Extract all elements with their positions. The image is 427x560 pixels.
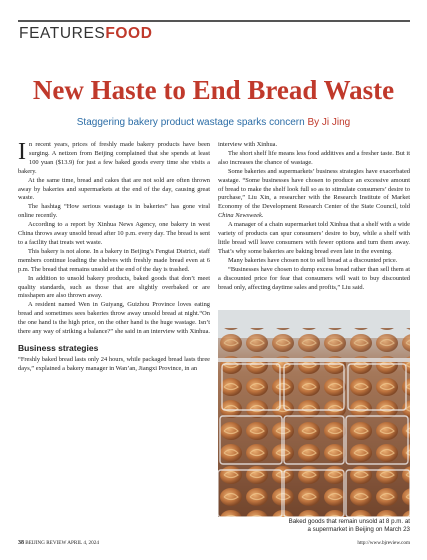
paragraph: This bakery is not alone. In a bakery in Beijing’s Fengtai District, staff members continue loading the shelves with freshly made bread even at 6 p.m. The bread that remains unsold at the end of the day is trashed.	[18, 247, 210, 273]
issue-info: BEIJING REVIEW APRIL 4, 2024	[25, 540, 99, 546]
paragraph: The short shelf life means less food additives and a fresher taste. But it also increases the chance of wastage.	[218, 149, 410, 166]
paragraph: In addition to unsold bakery products, baked goods that don’t meet quality standards, such as those that are slightly overbaked or are misshapen are also thrown away.	[18, 274, 210, 300]
page-footer	[18, 540, 410, 546]
subhead-text: Staggering bakery product wastage sparks concern	[76, 117, 305, 128]
paragraph: “Businesses have chosen to dump excess bread rather than sell them at a discounted price for fear that consumers will wait to buy discounted bread only, affecting daytime sales and profits,” Liu said.	[218, 265, 410, 291]
photo-caption	[218, 518, 410, 534]
headline: New Haste to End Bread Waste	[32, 75, 395, 105]
paragraph-text: Some bakeries and supermarkets’ business strategies have exacerbated wastage. “Some businesses have chosen to produce an excessive amount of bread to make the shelf look full so as to stimulate consumers’ desire to purchase,” Liu Xin, a researcher with the Research Institute of Market Economy of the Development Research Center of the State Council, told	[218, 167, 410, 211]
dropcap: I	[18, 139, 26, 165]
paragraph-text: n recent years, prices of freshly made bakery products have been surging. A netizen from Beijing complained that she spends at least 100 yuan ($13.9) for just a few baked goods every time she visits a bakery.	[18, 141, 210, 175]
paragraph: According to a report by Xinhua News Agency, one bakery in west China throws away unsold bread after 10 p.m. every day. The bread is sent to a facility that treats wet waste.	[18, 221, 210, 246]
subhead	[0, 117, 427, 128]
publication-name: China Newsweek.	[218, 212, 264, 220]
right-column	[218, 141, 410, 292]
paragraph: interview with Xinhua.	[218, 141, 278, 148]
page-number: 38	[18, 540, 24, 546]
bakery-photo	[218, 310, 410, 517]
section-label-sub: FOOD	[105, 25, 153, 42]
header-rule	[18, 20, 410, 22]
section-label	[19, 25, 153, 43]
byline: By Ji Jing	[307, 117, 351, 128]
left-column	[18, 141, 210, 374]
paragraph: A resident named Wen in Guiyang, Guizhou Province loves eating bread and sometimes sees bakeries throw away unsold bread at night.“On the one hand is the high price, on the other hand is the huge wastage. Isn’t there any way of striking a balance?” she said in an interview with Xinhua.	[18, 301, 211, 336]
paragraph	[18, 141, 210, 177]
caption-line: Baked goods that remain unsold at 8 p.m. at	[288, 518, 410, 525]
paragraph	[218, 168, 410, 221]
site-url: http://www.bjreview.com	[357, 540, 410, 546]
section-label-main: FEATURES	[19, 25, 106, 42]
paragraph: Many bakeries have chosen not to sell bread at a discounted price.	[228, 256, 398, 264]
paragraph: At the same time, bread and cakes that are not sold are often thrown away by bakeries and supermarkets at the end of the day, causing great waste.	[18, 176, 210, 202]
paragraph: The hashtag “How serious wastage is in bakeries” has gone viral online recently.	[18, 203, 210, 220]
paragraph: “Freshly baked bread lasts only 24 hours, while packaged bread lasts three days,” explained a bakery manager in Wan’an, Jiangxi Province, in an	[18, 355, 210, 372]
paragraph: A manager of a chain supermarket told Xinhua that a shelf with a wide variety of products can spur consumers’ desire to buy, while a shelf with little bread will leave consumers with fewer options and turn them away. That’s why some bakeries are baking bread even late in the evening.	[218, 221, 410, 255]
caption-line: a supermarket in Beijing on March 23	[307, 526, 410, 533]
bakery-photo-illustration	[218, 310, 410, 517]
subsection-heading: Business strategies	[18, 342, 99, 353]
